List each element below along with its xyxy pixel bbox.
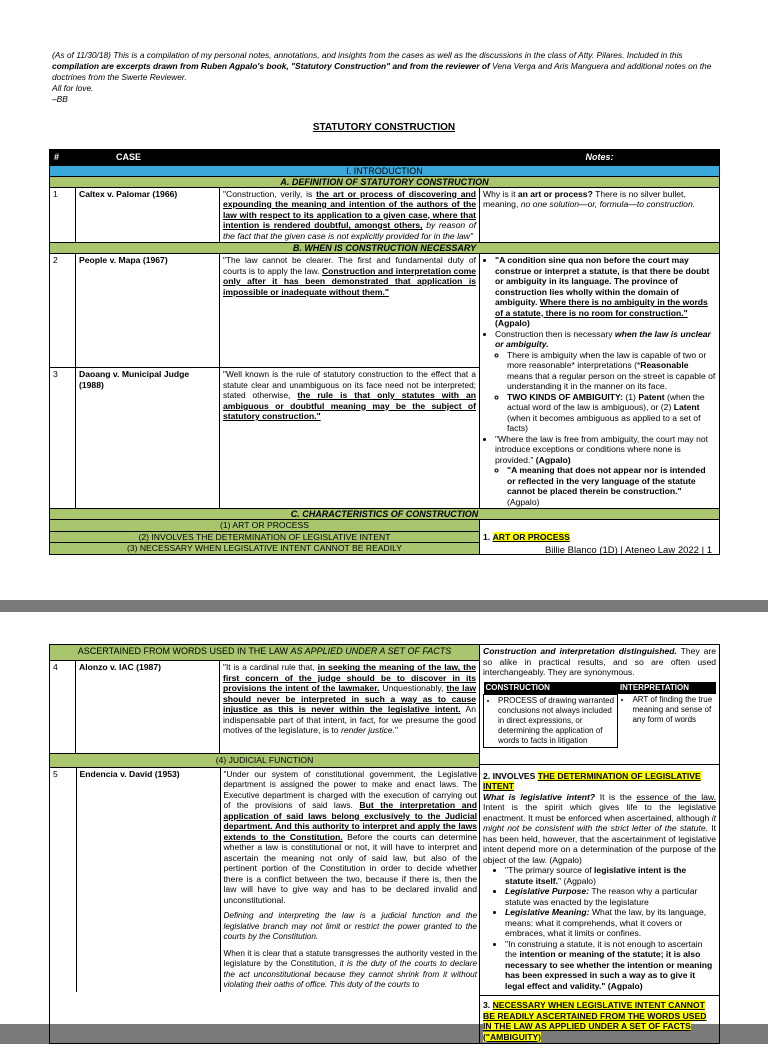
row-number: 1: [50, 187, 76, 243]
note-text: It is the: [599, 791, 632, 802]
note-emphasis: Latent: [673, 402, 700, 412]
case-name: Daoang v. Municipal Judge (1988): [76, 368, 220, 509]
case-notes: [480, 187, 720, 243]
note-heading: THE DETERMINATION OF LEGISLATIVE INTENT: [483, 770, 701, 791]
doctrine-text: Before the courts can determine whether a law is constitutional or not, it will have to interpret and ascertain the meaning not only of said law, but also of the pertinent portion of the Constitution in order to decide whether there is a conflict between the two, because if there is, then the law will have to give way and has to be declared invalid and unconstitutional.: [223, 831, 478, 905]
table-row: [50, 254, 720, 368]
doctrine-text: "Well known is the rule of statutory construction to the effect that a statute clear and unambiguous on its face need not be interpreted; stated otherwise,: [223, 369, 476, 401]
list-item: [507, 465, 716, 507]
note-text: means that a regular person on the street is capable of understanding it in the manner on its face.: [507, 370, 716, 391]
case-name: Alonzo v. IAC (1987): [76, 661, 220, 754]
characteristic-item: (3) NECESSARY WHEN LEGISLATIVE INTENT CANNOT BE READILY: [126, 543, 403, 553]
characteristic-item: (1) ART OR PROCESS: [50, 520, 479, 532]
note-emphasis: TWO KINDS OF AMBIGUITY:: [507, 391, 624, 402]
section-b-label: B. WHEN IS CONSTRUCTION NECESSARY: [50, 243, 720, 254]
doctrine-text: "Under our system of constitutional government, the Legislative department is assigned the power to make and enact laws. The Executive department is charged with the execution of carrying out of the provisions of said laws.: [223, 768, 477, 811]
note-heading: Construction and interpretation distinguished.: [483, 646, 677, 656]
row-number: 5: [50, 768, 76, 992]
note-text: "In construing a statute, it is not enough to ascertain the: [505, 938, 703, 959]
note-emphasis: in such a way as to give it legal effect and validity.": [505, 970, 696, 991]
notes-list: [483, 865, 716, 991]
row-number: 3: [50, 368, 76, 509]
note-text: It has been held, however, that the ascertainment of legislative intent depend more on a determination of the purpose of the object of the law. (Agpalo): [483, 823, 717, 865]
table-header-row: [50, 150, 720, 166]
construction-heading: CONSTRUCTION: [484, 682, 618, 695]
intro-date: (As of 11/30/18): [52, 50, 111, 60]
note-number: 3.: [483, 1000, 491, 1010]
note-citation: (Agpalo): [607, 980, 643, 991]
note-citation: (Agpalo): [507, 496, 540, 507]
doctrine-paragraph: Defining and interpreting the law is a judicial function and the legislative branch may not limit or restrict the power granted to the courts by the Constitution.: [223, 911, 477, 942]
section-b: [50, 243, 720, 254]
intro-love: All for love.: [52, 83, 94, 93]
doctrine-text: render justice.: [340, 725, 395, 736]
note-citation: (Agpalo): [495, 318, 530, 328]
construction-vs-interpretation-table: [483, 682, 716, 748]
table-row: [50, 645, 720, 661]
note-citation: " (Agpalo): [558, 875, 596, 886]
characteristics-list: [50, 520, 480, 555]
characteristic-item: (2) INVOLVES THE DETERMINATION OF LEGISLATIVE INTENT: [50, 532, 479, 544]
section-a: [50, 176, 720, 187]
note-heading: NECESSARY WHEN LEGISLATIVE INTENT CANNOT BE READILY ASCERTAINED FROM THE WORDS USED IN THE LAW AS APPLIED UNDER A SET OF FACTS ("AMBIGUITY): [483, 1000, 707, 1042]
case-doctrine: [220, 661, 480, 754]
note-text: "The primary source of: [505, 865, 592, 875]
doctrine-emphasis: the art or process of discovering and expounding the meaning and intention of the authors of the law with respect to its application to a given case, where that intention is rendered doubtful, amongst others,: [223, 188, 477, 230]
note-question: What is legislative intent?: [483, 791, 596, 802]
cases-table: [49, 149, 720, 555]
case-name: Caltex v. Palomar (1966): [76, 187, 220, 243]
case-doctrine: [220, 187, 480, 243]
doctrine-text: "The law cannot be clearer.: [223, 255, 334, 265]
interpretation-heading: INTERPRETATION: [618, 682, 716, 695]
judicial-function-block: [50, 754, 480, 1044]
list-item: [495, 255, 716, 329]
list-item: [505, 907, 716, 939]
list-item: [507, 392, 716, 434]
case-notes: [480, 254, 720, 509]
row-number: 2: [50, 254, 76, 368]
intro-text-2: Vena Verga and Aris Manguera and additional notes on the doctrines from the Swerte Reviewer.: [52, 61, 712, 82]
note-emphasis: Where there is no ambiguity in the words of a statute, there is no room for construction.": [495, 297, 708, 318]
note-text: "Where the law is free from ambiguity, the court may not introduce exceptions or conditions where none is provided.": [495, 433, 709, 465]
doctrine-text: When it is clear that a statute transgresses the authority vested in the legislature by the Constitution,: [223, 948, 477, 969]
header-notes: Notes:: [480, 150, 720, 166]
page-footer: Billie Blanco (1D) | Ateneo Law 2022 | 1: [544, 545, 712, 556]
table-row: [50, 768, 480, 992]
continued-characteristic: [50, 645, 480, 661]
note-emphasis: essence of the law.: [636, 791, 717, 802]
intro-signature: –BB: [52, 94, 68, 104]
document-page-2: [0, 612, 768, 1042]
cases-table-continued: [49, 644, 720, 1044]
list-item: [505, 939, 716, 992]
section-introduction-label: I. INTRODUCTION: [50, 165, 720, 176]
doctrine-text: ": [394, 725, 399, 736]
doctrine-text: The first and fundamental duty of courts is to apply the law.: [223, 255, 476, 276]
list-item: [505, 886, 716, 907]
doctrine-emphasis: But the interpretation and application of said laws belong exclusively to the Judicial department. And this authority to interpret and apply the laws extends to the Constitution.: [223, 800, 477, 842]
section-introduction: [50, 165, 720, 176]
doctrine-text: "It is a cardinal rule that,: [223, 662, 315, 673]
case-doctrine: [220, 368, 480, 509]
header-case: CASE: [76, 150, 220, 166]
note-emphasis: Reasonable: [640, 360, 689, 370]
note-text: Construction then is necessary: [495, 328, 613, 339]
note-heading: ART OR PROCESS: [492, 531, 570, 542]
note-text: (1): [625, 391, 636, 402]
list-item: [495, 434, 716, 508]
case-name: People v. Mapa (1967): [76, 254, 220, 368]
doctrine-text: Unquestionably,: [382, 683, 444, 694]
list-item: [505, 865, 716, 886]
notes-list: [483, 255, 716, 507]
note-citation: (Agpalo): [535, 454, 571, 465]
note-emphasis: Legislative Meaning:: [505, 907, 590, 917]
case-notes: [480, 645, 720, 1044]
doctrine-emphasis: Construction and interpretation come only after it has been demonstrated that application is impossible or inadequate without them.": [223, 265, 476, 297]
note-number: 1.: [483, 531, 491, 542]
note-text: Why is it: [483, 188, 516, 199]
note-text: The reason why a particular statute was enacted by the legislature: [505, 886, 698, 907]
intro-paragraph: [52, 50, 720, 105]
section-c: [50, 509, 720, 520]
page-title: STATUTORY CONSTRUCTION: [312, 122, 456, 133]
intro-bold-text: compilation are excerpts drawn from Ruben Agpalo's book, "Statutory Construction" and from the reviewer of: [52, 61, 490, 71]
doctrine-text: by reason of the fact that the given case is not explicitly provided for in the law": [223, 220, 476, 241]
doctrine-emphasis: the rule is that only statutes with an ambiguous or doubtful meaning may be the subject of statutory construction.": [223, 390, 476, 422]
note-emphasis: Patent: [638, 391, 665, 402]
doctrine-emphasis: the law should never be interpreted in such a way as to cause injustice as this is never within the legislative intent.: [223, 683, 477, 715]
note-number: 2. INVOLVES: [483, 770, 536, 781]
note-text: it might not be consistent with the strict letter of the statute.: [483, 812, 717, 833]
section-judicial-label: (4) JUDICIAL FUNCTION: [50, 754, 479, 768]
note-text: (when the actual word of the law is ambiguous), or (2): [507, 391, 705, 412]
section-a-label: A. DEFINITION OF STATUTORY CONSTRUCTION: [50, 176, 720, 187]
note-text: Intent is the spirit which gives life to the legislative enactment. It must be enforced when ascertained, although: [483, 802, 717, 823]
row-number: 4: [50, 661, 76, 754]
table-row: [50, 187, 720, 243]
case-doctrine: [220, 254, 480, 368]
note-text: There is ambiguity when the law is capable of two or more reasonable* interpretations (*: [507, 349, 707, 370]
doctrine-emphasis: in seeking the meaning of the law, the first concern of the judge should be to discover in its provisions the intent of the lawmaker.: [223, 662, 477, 694]
doctrine-text: "Construction, verily, is: [223, 188, 313, 199]
list-item: [495, 329, 716, 434]
note-text: They are so alike in practical results, and so are often used interchangeably. They are synonymous.: [483, 646, 717, 677]
note-text: There is no silver bullet, meaning,: [483, 188, 686, 209]
note-emphasis: intention or meaning of the statute; it is also necessary to see whether the intention or meaning has been expressed: [505, 949, 713, 980]
notes-sublist: [495, 465, 716, 507]
intro-text-1: This is a compilation of my personal notes, annotations, and insights from the cases as well as the discussions in the class of Atty. Pilares. Included in this: [113, 50, 683, 60]
characteristic-item: AS APPLIED UNDER A SET OF FACTS: [290, 646, 452, 656]
doctrine-paragraph: [224, 949, 478, 991]
notes-sublist: [495, 350, 716, 434]
list-item: [507, 350, 716, 392]
note-emphasis: an art or process?: [517, 188, 593, 199]
case-name: Endencia v. David (1953): [76, 768, 220, 992]
note-text: (when it becomes ambiguous as applied to a set of facts): [507, 412, 701, 433]
note-emphasis: legislative intent is the statute itself.: [505, 865, 687, 886]
note-text: no one solution—or, formula—to construction.: [520, 199, 696, 209]
doctrine-text: An indispensable part of that intent, in fact, for we presume the good motives of the legislature, is to: [223, 704, 477, 736]
note-emphasis: when the law is unclear or ambiguity.: [495, 328, 711, 349]
note-text: What the law, by its language, means: what it comprehends, what it covers or embraces, what it limits or confines.: [505, 907, 707, 938]
doctrine-text: it is the duty of the courts to declare the act unconstitutional because they cannot shrink from it without violating their oaths of office. This duty of the courts to: [223, 959, 478, 990]
construction-definition: • PROCESS of drawing warranted conclusions not always included in direct expressions, or determining the application of words to facts in litigation: [498, 696, 615, 746]
note-emphasis: "A condition sine qua non before the court may construe or interpret a statute, is that there be doubt or ambiguity in its language. The province of construction lies wholly within the domain of ambiguity.: [495, 255, 710, 307]
section-c-label: C. CHARACTERISTICS OF CONSTRUCTION: [50, 509, 720, 520]
interpretation-definition: • ART of finding the true meaning and sense of any form of words: [632, 695, 713, 725]
header-num: #: [50, 150, 76, 166]
case-doctrine: [220, 768, 480, 992]
note-emphasis: "A meaning that does not appear nor is intended or reflected in the very language of the statute cannot be placed therein be construction.": [507, 465, 706, 496]
characteristic-item: ASCERTAINED FROM WORDS USED IN THE LAW: [77, 646, 288, 656]
note-emphasis: Legislative Purpose:: [505, 886, 590, 896]
